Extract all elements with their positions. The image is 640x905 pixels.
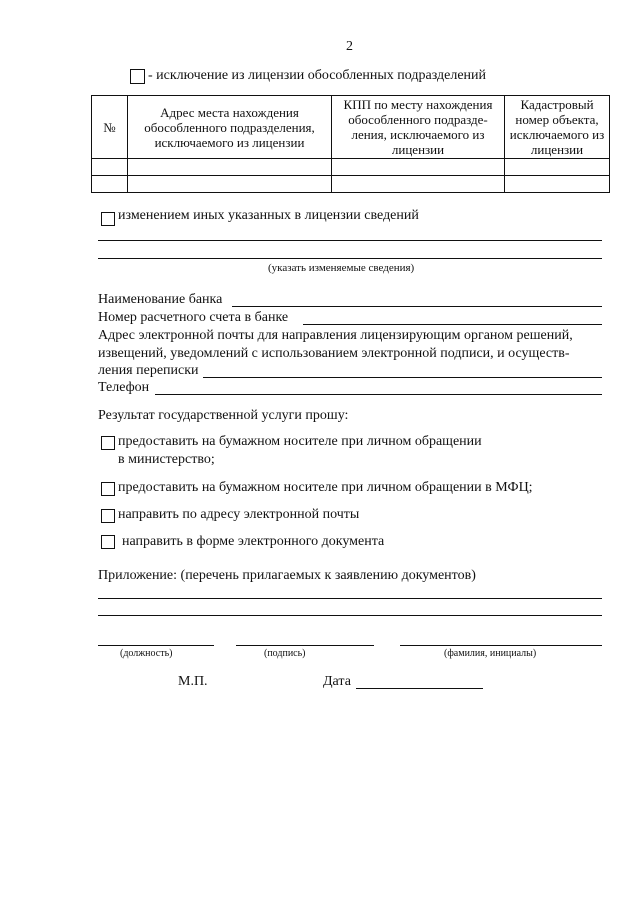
email-label-line-3: ления переписки bbox=[98, 363, 199, 378]
table-cell[interactable] bbox=[92, 159, 128, 176]
bank-name-label: Наименование банка bbox=[98, 292, 223, 307]
option-electronic-doc-label: направить в форме электронного документа bbox=[122, 534, 385, 549]
column-header: № bbox=[92, 96, 128, 159]
page-number: 2 bbox=[346, 39, 353, 54]
option-paper-mfc-checkbox[interactable] bbox=[101, 482, 115, 496]
date-label: Дата bbox=[323, 674, 351, 689]
position-field[interactable] bbox=[98, 645, 214, 646]
option-email-checkbox[interactable] bbox=[101, 509, 115, 523]
option-paper-ministry-checkbox[interactable] bbox=[101, 436, 115, 450]
exclusion-label: - исключение из лицензии обособленных подразделений bbox=[148, 68, 487, 83]
attachment-line-1[interactable] bbox=[98, 598, 602, 599]
table-cell[interactable] bbox=[92, 176, 128, 193]
table-cell[interactable] bbox=[332, 159, 505, 176]
change-other-hint: (указать изменяемые сведения) bbox=[268, 262, 415, 274]
position-caption: (должность) bbox=[120, 648, 173, 659]
column-header: Кадастровый номер объекта, исключаемого из лицензии bbox=[505, 96, 610, 159]
table-row bbox=[92, 176, 610, 193]
bank-name-field[interactable] bbox=[232, 306, 602, 307]
full-name-field[interactable] bbox=[400, 645, 602, 646]
email-label-line-1: Адрес электронной почты для направления лицензирующим органом решений, bbox=[98, 328, 573, 343]
column-header: Адрес места нахождения обособленного подразделения, исключаемого из лицензии bbox=[128, 96, 332, 159]
table-cell[interactable] bbox=[332, 176, 505, 193]
signature-field[interactable] bbox=[236, 645, 374, 646]
date-field[interactable] bbox=[356, 688, 483, 689]
option-paper-ministry-label: предоставить на бумажном носителе при личном обращении bbox=[118, 434, 482, 449]
option-paper-mfc-label: предоставить на бумажном носителе при личном обращении в МФЦ; bbox=[118, 480, 533, 495]
table-cell[interactable] bbox=[505, 159, 610, 176]
exclusion-table bbox=[91, 95, 610, 193]
table-header-row bbox=[92, 96, 610, 159]
account-number-label: Номер расчетного счета в банке bbox=[98, 310, 289, 325]
account-number-field[interactable] bbox=[303, 324, 602, 325]
change-other-checkbox[interactable] bbox=[101, 212, 115, 226]
attachment-line-2[interactable] bbox=[98, 615, 602, 616]
phone-label: Телефон bbox=[98, 380, 150, 395]
change-other-line-2[interactable] bbox=[98, 258, 602, 259]
result-heading: Результат государственной услуги прошу: bbox=[98, 408, 349, 423]
column-header: КПП по месту нахождения обособленного подразде-ления, исключаемого из лицензии bbox=[332, 96, 505, 159]
option-paper-ministry-label-line-2: в министерство; bbox=[118, 452, 215, 467]
email-field[interactable] bbox=[203, 377, 602, 378]
option-electronic-doc-checkbox[interactable] bbox=[101, 535, 115, 549]
email-label-line-2: извещений, уведомлений с использованием электронной подписи, и осуществ- bbox=[98, 346, 570, 361]
signature-caption: (подпись) bbox=[264, 648, 306, 659]
phone-field[interactable] bbox=[155, 394, 602, 395]
table-row bbox=[92, 159, 610, 176]
change-other-label: изменением иных указанных в лицензии сведений bbox=[118, 208, 419, 223]
table-cell[interactable] bbox=[505, 176, 610, 193]
table-cell[interactable] bbox=[128, 159, 332, 176]
exclusion-checkbox[interactable] bbox=[130, 69, 145, 84]
attachment-label: Приложение: (перечень прилагаемых к заявлению документов) bbox=[98, 568, 476, 583]
stamp-label: М.П. bbox=[178, 674, 208, 689]
full-name-caption: (фамилия, инициалы) bbox=[444, 648, 537, 659]
table-cell[interactable] bbox=[128, 176, 332, 193]
change-other-line-1[interactable] bbox=[98, 240, 602, 241]
option-email-label: направить по адресу электронной почты bbox=[118, 507, 360, 522]
